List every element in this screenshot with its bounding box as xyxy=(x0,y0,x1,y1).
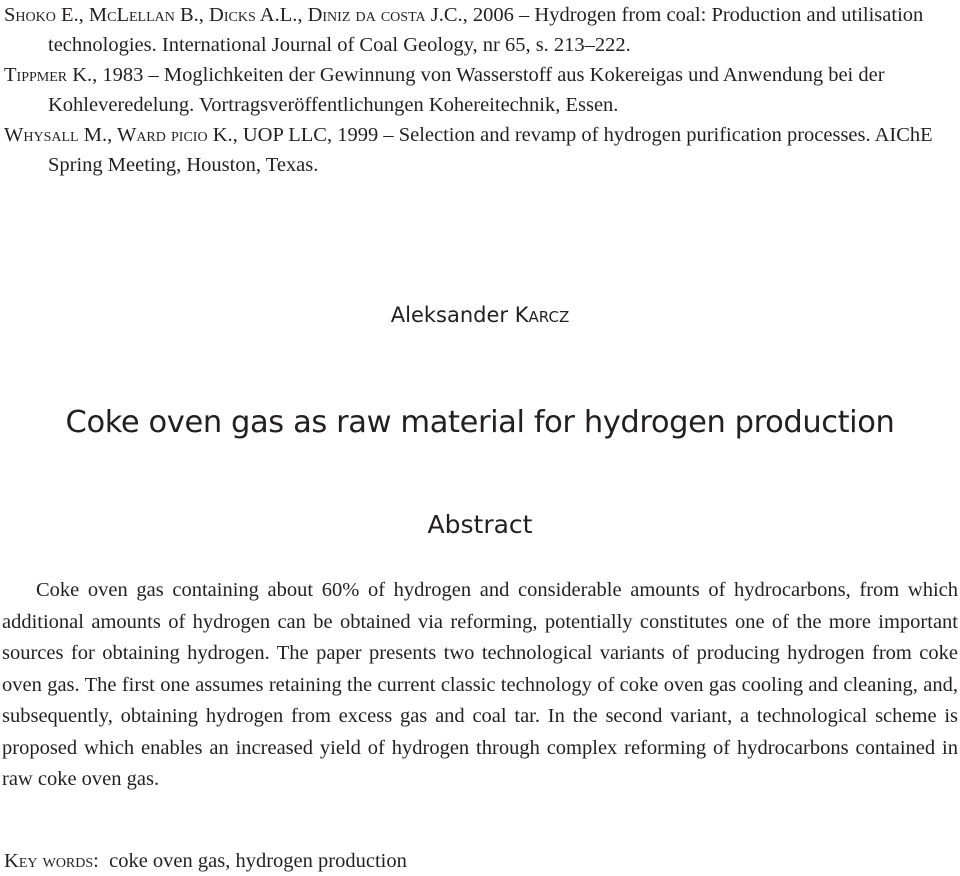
keywords-line xyxy=(4,846,956,876)
ref-author-smallcaps: ippmer xyxy=(16,64,68,86)
keywords-label: ey words: xyxy=(18,850,99,872)
ref-text: K., 1983 – Moglichkeiten der Gewinnung von Wasserstoff aus Kokereigas und Anwendung bei der Kohleveredelung. Vortragsveröffentlichungen Kohereitechnik, Essen. xyxy=(48,64,885,116)
ref-author-initial: S xyxy=(4,4,16,26)
ref-author-smallcaps: hysall xyxy=(23,124,79,146)
ref-author-smallcaps: hoko xyxy=(15,4,56,26)
abstract-heading: Abstract xyxy=(427,510,533,539)
ref-author-smallcaps: c xyxy=(107,4,117,26)
ref-author-smallcaps: iniz da costa xyxy=(322,4,426,26)
reference-item xyxy=(4,60,956,120)
ref-author-smallcaps: ellan xyxy=(128,4,175,26)
ref-text: A.L., D xyxy=(255,4,323,26)
ref-author-smallcaps: ard picio xyxy=(136,124,208,146)
ref-text: K., UOP LLC, 1999 – Selection and revamp of hydrogen purification processes. AIChE Spring Meeting, Houston, Texas. xyxy=(48,124,933,176)
ref-text: M., W xyxy=(78,124,137,146)
reference-item xyxy=(4,120,956,180)
paper-author xyxy=(0,300,960,330)
keywords-label-initial: K xyxy=(4,850,19,872)
reference-list xyxy=(4,0,956,180)
author-last-smallcaps: arcz xyxy=(528,303,570,327)
ref-text: J.C., 2006 – Hydrogen from coal: Production and utilisation technologies. International Journal of Coal Geology, nr 65, s. 213–222. xyxy=(48,4,924,56)
reference-item xyxy=(4,0,956,60)
paper-title: Coke oven gas as raw material for hydrogen production xyxy=(65,405,895,440)
author-first-name: Aleksander xyxy=(390,303,509,327)
ref-author-smallcaps: icks xyxy=(223,4,256,26)
ref-text: B., D xyxy=(174,4,224,26)
ref-text: E., M xyxy=(55,4,108,26)
ref-author-initial: L xyxy=(116,4,129,26)
keywords-values: coke oven gas, hydrogen production xyxy=(109,850,407,872)
author-last-initial: K xyxy=(514,303,529,327)
ref-author-initial: W xyxy=(4,124,24,146)
abstract-body: Coke oven gas containing about 60% of hydrogen and considerable amounts of hydrocarbons, from which additional amounts of hydrogen can be obtained via reforming, potentially constitutes one of the more important sources for obtaining hydrogen. The paper presents two technological variants of producing hydrogen from coke oven gas. The first one assumes retaining the current classic technology of coke oven gas cooling and cleaning, and, subsequently, obtaining hydrogen from excess gas and coal tar. In the second variant, a technological scheme is proposed which enables an increased yield of hydrogen through complex reforming of hydrocarbons contained in raw coke oven gas. xyxy=(2,579,958,790)
ref-author-initial: T xyxy=(4,64,17,86)
